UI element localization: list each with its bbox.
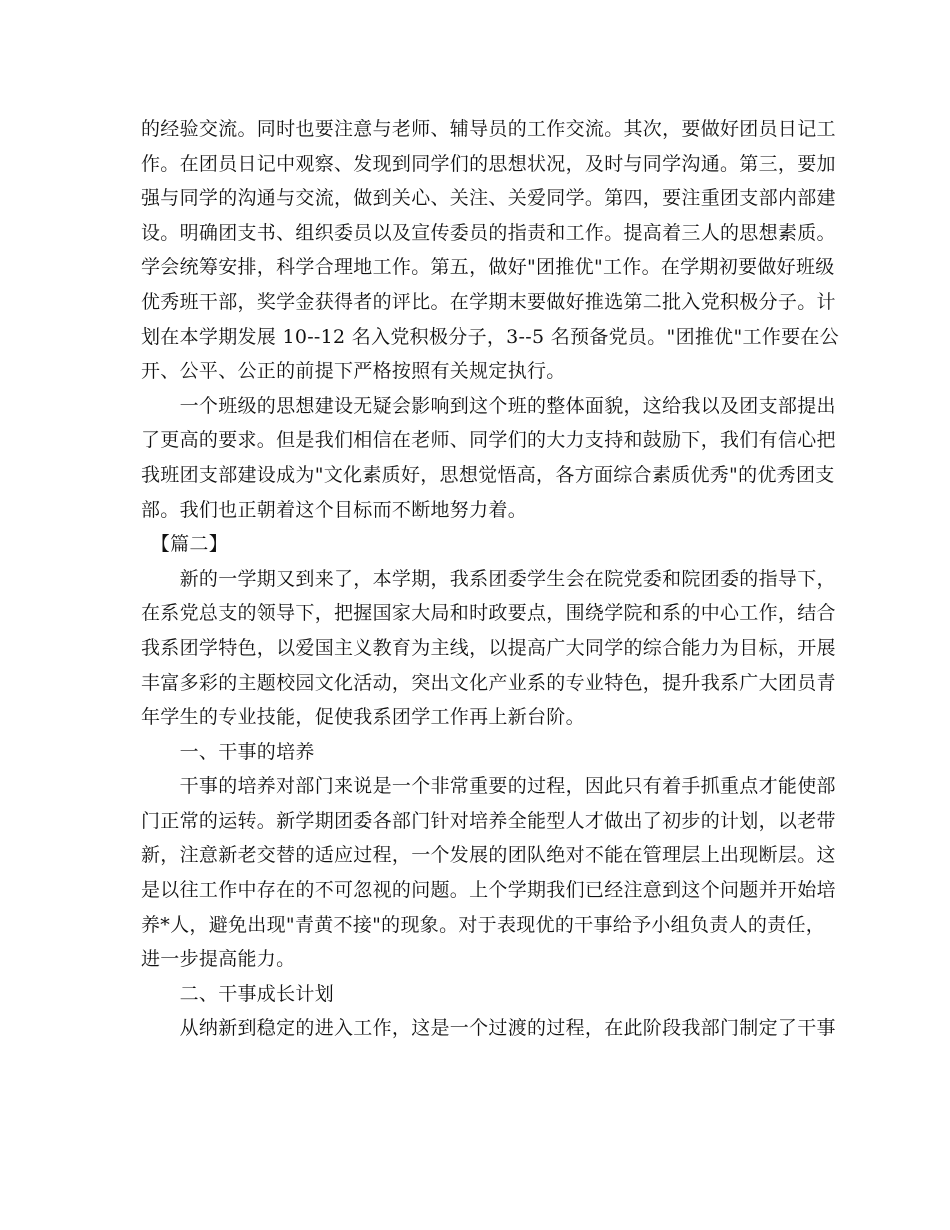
text-line: 强与同学的沟通与交流，做到关心、关注、关爱同学。第四，要注重团支部内部建: [141, 187, 836, 210]
text-line: 学会统筹安排，科学合理地工作。第五，做好"团推优"工作。在学期初要做好班级: [141, 256, 835, 279]
text-line: 的经验交流。同时也要注意与老师、辅导员的工作交流。其次，要做好团员日记工: [141, 118, 836, 140]
subsection-heading: 二、干事成长计划: [141, 982, 335, 1005]
text-line: 一个班级的思想建设无疑会影响到这个班的整体面貌，这给我以及团支部提出: [141, 394, 836, 417]
text-line: 开、公平、公正的前提下严格按照有关规定执行。: [141, 360, 566, 383]
text-line: 门正常的运转。新学期团委各部门针对培养全能型人才做出了初步的计划，以老带: [141, 809, 836, 832]
text-line: 划在本学期发展 10--12 名入党积极分子，3--5 名预备党员。"团推优"工作要在公: [141, 325, 840, 348]
text-line: 部。我们也正朝着这个目标而不断地努力着。: [141, 498, 528, 521]
text-line: 年学生的专业技能，促使我系团学工作再上新台阶。: [141, 706, 585, 729]
text-line: 新的一学期又到来了，本学期，我系团委学生会在院党委和院团委的指导下，: [141, 567, 836, 590]
text-line: 进一步提高能力。: [141, 948, 296, 971]
document-body: [141, 112, 840, 1046]
text-line: 是以往工作中存在的不可忽视的问题。上个学期我们已经注意到这个问题并开始培: [141, 879, 836, 902]
text-line: 养*人，避免出现"青黄不接"的现象。对于表现优的干事给予小组负责人的责任，: [141, 913, 826, 936]
text-line: 丰富多彩的主题校园文化活动，突出文化产业系的专业特色，提升我系广大团员青: [141, 671, 836, 694]
text-line: 干事的培养对部门来说是一个非常重要的过程，因此只有着手抓重点才能使部: [141, 775, 836, 798]
text-line: 设。明确团支书、组织委员以及宣传委员的指责和工作。提高着三人的思想素质。: [141, 221, 836, 244]
text-line: 作。在团员日记中观察、发现到同学们的思想状况，及时与同学沟通。第三，要加: [141, 152, 836, 175]
text-line: 从纳新到稳定的进入工作，这是一个过渡的过程，在此阶段我部门制定了干事: [141, 1017, 836, 1040]
text-line: 了更高的要求。但是我们相信在老师、同学们的大力支持和鼓励下，我们有信心把: [141, 429, 836, 452]
text-line: 我班团支部建设成为"文化素质好，思想觉悟高，各方面综合素质优秀"的优秀团支: [141, 463, 835, 486]
text-line: 在系党总支的领导下，把握国家大局和时政要点，围绕学院和系的中心工作，结合: [141, 602, 836, 625]
text-line: 新，注意新老交替的适应过程，一个发展的团队绝对不能在管理层上出现断层。这: [141, 844, 836, 867]
text-line: 优秀班干部，奖学金获得者的评比。在学期末要做好推选第二批入党积极分子。计: [141, 290, 836, 313]
section-heading: 【篇二】: [141, 533, 229, 556]
subsection-heading: 一、干事的培养: [141, 740, 315, 763]
text-line: 我系团学特色，以爱国主义教育为主线，以提高广大同学的综合能力为目标，开展: [141, 636, 836, 659]
